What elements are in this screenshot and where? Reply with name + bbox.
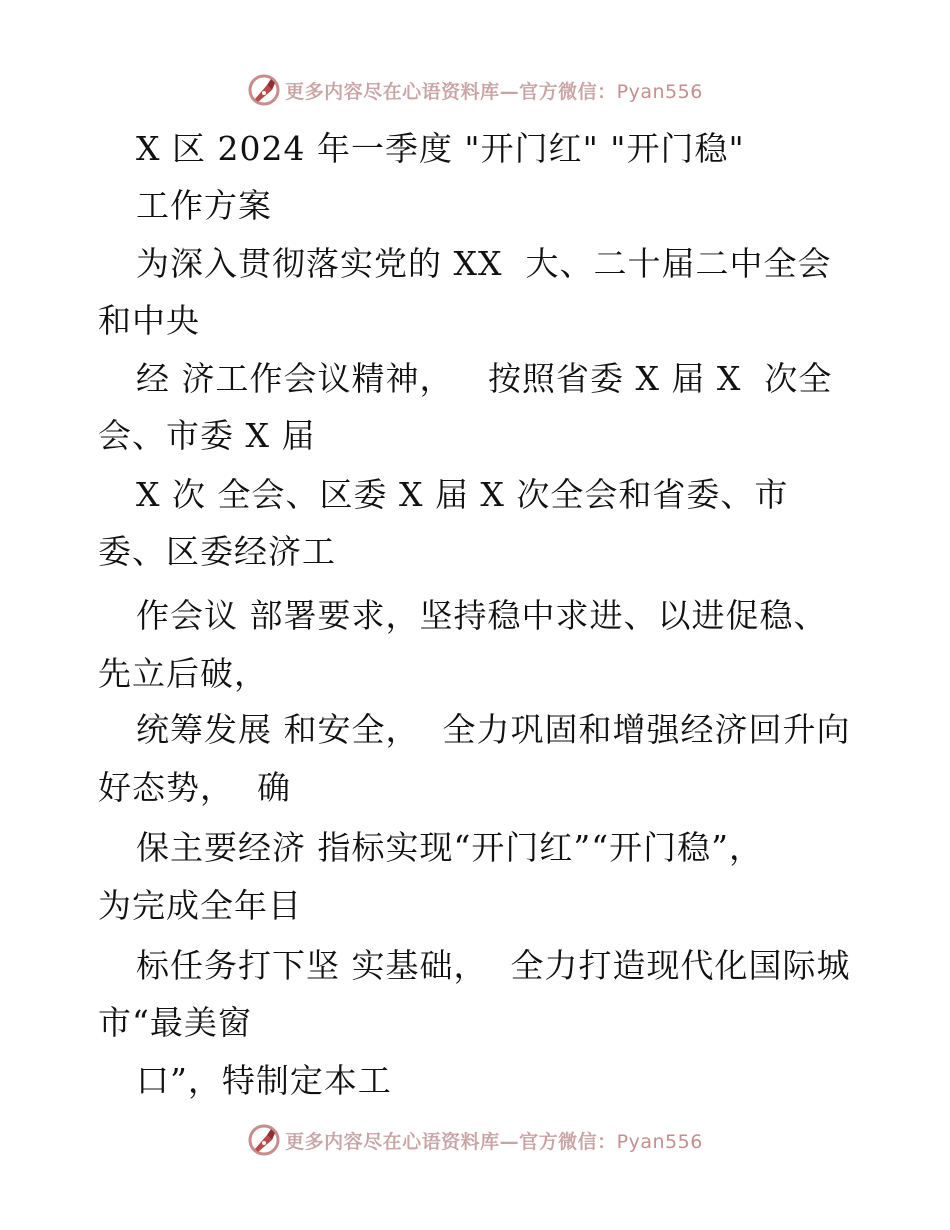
paragraph-line: 口”，特制定本工 [136, 1061, 392, 1100]
paragraph-line: 标任务打下坚 实基础， 全力打造现代化国际城 [136, 946, 851, 985]
paragraph-line: 委、区委经济工 [98, 532, 336, 571]
paragraph-line: 市“最美窗 [98, 1003, 252, 1042]
paragraph-line: 经 济工作会议精神， 按照省委 X 届 X 次全 [136, 359, 833, 398]
watermark-text: 更多内容尽在心语资料库—官方微信：Pyan556 [285, 80, 703, 103]
paragraph-line: 为完成全年目 [98, 886, 302, 925]
paragraph-line: 先立后破， [98, 654, 268, 693]
paragraph-line: 作会议 部署要求，坚持稳中求进、以进促稳、 [136, 596, 828, 635]
pen-nib-logo-icon [247, 1123, 281, 1157]
footer-watermark [0, 1120, 950, 1160]
paragraph-line: 和中央 [98, 301, 200, 340]
watermark-text: 更多内容尽在心语资料库—官方微信：Pyan556 [285, 1130, 703, 1153]
document-title-line-2: 工作方案 [136, 186, 272, 225]
paragraph-line: X 次 全会、区委 X 届 X 次全会和省委、市 [136, 475, 789, 514]
paragraph-line: 为深入贯彻落实党的 XX 大、二十届二中全会 [136, 244, 832, 283]
paragraph-line: 保主要经济 指标实现“开门红”“开门稳”， [136, 828, 763, 867]
paragraph-line: 好态势， 确 [98, 768, 291, 807]
paragraph-line: 会、市委 X 届 [98, 416, 316, 455]
paragraph-line: 统筹发展 和安全， 全力巩固和增强经济回升向 [136, 710, 851, 749]
document-title-line-1: X 区 2024 年一季度 "开门红" "开门稳" [136, 129, 745, 168]
